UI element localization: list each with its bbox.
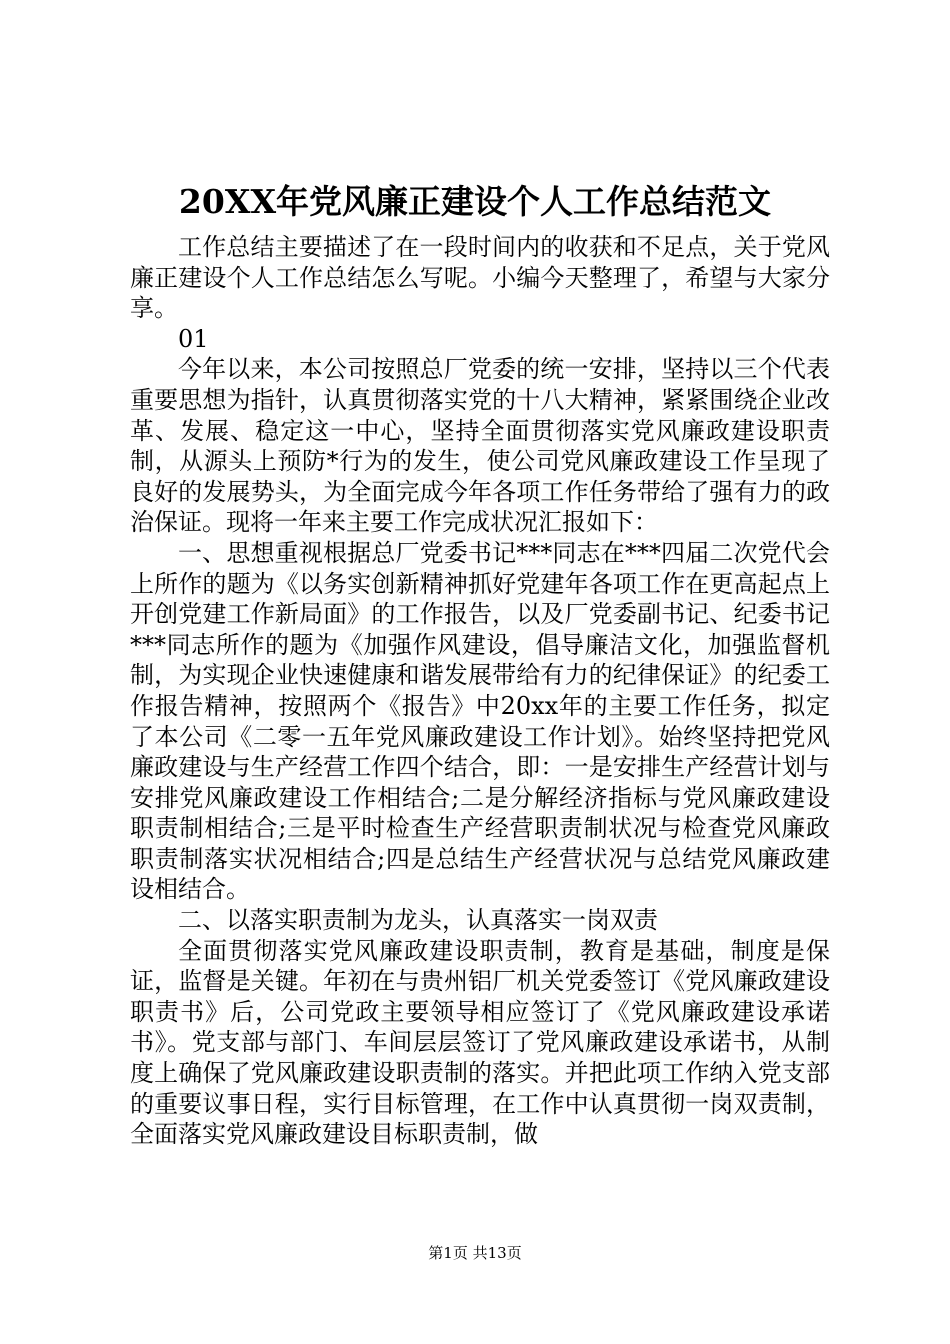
paragraph-section-one: 一、思想重视根据总厂党委书记***同志在***四届二次党代会上所作的题为《以务实创新精神抓好党建年各项工作在更高起点上开创党建工作新局面》的工作报告，以及厂党委副书记、纪委书记***同志所作的题为《加强作风建设，倡导廉洁文化，加强监督机制，为实现企业快速健康和谐发展带给有力的纪律保证》的纪委工作报告精神，按照两个《报告》中20xx年的主要工作任务，拟定了本公司《二零一五年党风廉政建设工作计划》。始终坚持把党风廉政建设与生产经营工作四个结合，即：一是安排生产经营计划与安排党风廉政建设工作相结合;二是分解经济指标与党风廉政建设职责制相结合;三是平时检查生产经营职责制状况与检查党风廉政职责制落实状况相结合;四是总结生产经营状况与总结党风廉政建设相结合。 <box>130 538 830 904</box>
paragraph-intro: 工作总结主要描述了在一段时间内的收获和不足点，关于党风廉正建设个人工作总结怎么写呢。小编今天整理了，希望与大家分享。 <box>130 233 830 323</box>
document-body <box>130 232 830 1150</box>
paragraph-overview: 今年以来，本公司按照总厂党委的统一安排，坚持以三个代表重要思想为指针，认真贯彻落实党的十八大精神，紧紧围绕企业改革、发展、稳定这一中心，坚持全面贯彻落实党风廉政建设职责制，从源头上预防*行为的发生，使公司党风廉政建设工作呈现了良好的发展势头，为全面完成今年各项工作任务带给了强有力的政治保证。现将一年来主要工作完成状况汇报如下： <box>130 355 830 537</box>
page-footer: 第1页 共13页 <box>428 1244 522 1262</box>
document-title: 20XX年党风廉正建设个人工作总结范文 <box>178 182 772 221</box>
paragraph-section-two-heading: 二、以落实职责制为龙头，认真落实一岗双责 <box>178 906 658 935</box>
section-number: 01 <box>178 324 209 353</box>
paragraph-section-two-body: 全面贯彻落实党风廉政建设职责制，教育是基础，制度是保证，监督是关键。年初在与贵州铝厂机关党委签订《党风廉政建设职责书》后，公司党政主要领导相应签订了《党风廉政建设承诺书》。党支部与部门、车间层层签订了党风廉政建设承诺书，从制度上确保了党风廉政建设职责制的落实。并把此项工作纳入党支部的重要议事日程，实行目标管理，在工作中认真贯彻一岗双责制，全面落实党风廉政建设目标职责制，做 <box>130 936 830 1149</box>
